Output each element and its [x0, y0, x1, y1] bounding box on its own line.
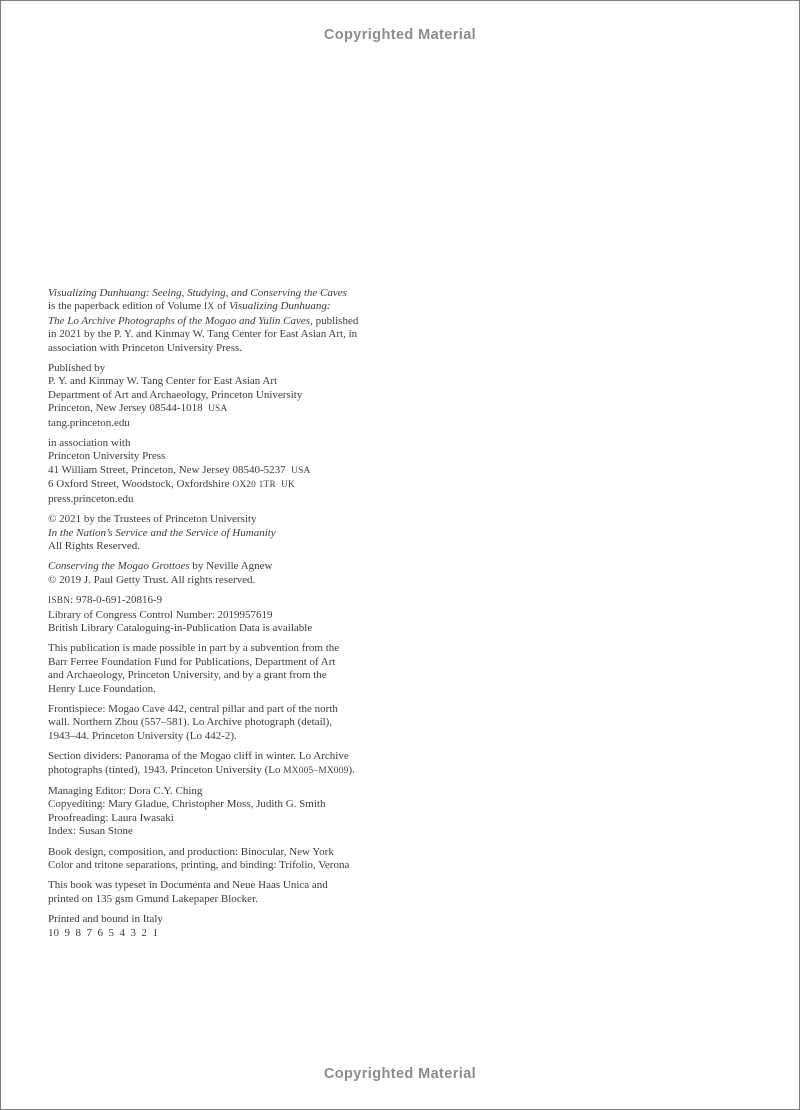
text-run: Henry Luce Foundation. — [48, 682, 156, 695]
colophon-paragraph — [48, 846, 420, 873]
text-run: © 2019 J. Paul Getty Trust. All rights reserved. — [48, 573, 256, 586]
italic-text-run: Conserving the Mogao Grottoes — [48, 560, 190, 573]
text-run: , published — [310, 314, 359, 327]
text-run: Frontispiece: Mogao Cave 442, central pillar and part of the north — [48, 702, 338, 715]
text-run: and Archaeology, Princeton University, and by a grant from the — [48, 669, 327, 682]
colophon-line — [48, 560, 420, 573]
text-run: association with Princeton University Press. — [48, 341, 243, 354]
colophon-line — [48, 315, 420, 328]
smallcaps-text-run: USA — [208, 404, 228, 415]
text-run: by Neville Agnew — [189, 560, 273, 573]
text-run: Princeton, New Jersey 08544-1018 — [48, 402, 209, 415]
smallcaps-text-run: MX005–MX009 — [283, 765, 349, 776]
colophon-line — [48, 300, 420, 314]
colophon-line — [48, 750, 420, 763]
colophon-line — [48, 464, 420, 478]
text-run: ). — [348, 763, 355, 776]
text-run: press.princeton.edu — [48, 492, 134, 505]
colophon-line — [48, 927, 420, 940]
smallcaps-text-run: USA — [291, 465, 311, 476]
colophon-paragraph — [48, 750, 420, 778]
colophon-line — [48, 493, 420, 506]
colophon-paragraph — [48, 287, 420, 355]
colophon-line — [48, 642, 420, 655]
colophon-paragraph — [48, 703, 420, 743]
text-run: is the paperback edition of Volume — [48, 300, 205, 313]
colophon-line — [48, 683, 420, 696]
colophon-line — [48, 417, 420, 430]
colophon-line — [48, 375, 420, 388]
text-run: of — [214, 300, 229, 313]
colophon-paragraph — [48, 785, 420, 839]
colophon-line — [48, 656, 420, 669]
text-run: in 2021 by the P. Y. and Kinmay W. Tang Center for East Asian Art, in — [48, 328, 358, 341]
colophon-line — [48, 478, 420, 492]
italic-text-run: Visualizing Dunhuang: — [229, 300, 331, 313]
colophon-line — [48, 764, 420, 778]
text-run: 1943–44. Princeton University (Lo 442-2). — [48, 729, 237, 742]
text-run: Department of Art and Archaeology, Princeton University — [48, 388, 303, 401]
colophon-line — [48, 859, 420, 872]
colophon-line — [48, 513, 420, 526]
colophon-paragraph — [48, 642, 420, 696]
text-run: tang.princeton.edu — [48, 416, 130, 429]
text-run: wall. Northern Zhou (557–581). Lo Archive photograph (detail), — [48, 716, 333, 729]
smallcaps-text-run: OX20 1TR UK — [232, 480, 296, 491]
colophon-line — [48, 362, 420, 375]
text-run: Color and tritone separations, printing, and binding: Trifolio, Verona — [48, 859, 350, 872]
colophon-line — [48, 913, 420, 926]
colophon-paragraph — [48, 513, 420, 553]
smallcaps-text-run: ISBN — [48, 596, 71, 607]
colophon-line — [48, 622, 420, 635]
copyrighted-material-header: Copyrighted Material — [323, 27, 477, 43]
colophon-paragraph — [48, 437, 420, 506]
colophon — [48, 287, 420, 947]
text-run: photographs (tinted), 1943. Princeton University (Lo — [48, 763, 284, 776]
text-run: Managing Editor: Dora C.Y. Ching — [48, 785, 203, 797]
copyrighted-material-footer: Copyrighted Material — [323, 1066, 477, 1082]
colophon-line — [48, 716, 420, 729]
colophon-line — [48, 703, 420, 716]
colophon-paragraph — [48, 879, 420, 906]
text-run: All Rights Reserved. — [48, 539, 140, 552]
colophon-line — [48, 389, 420, 402]
colophon-line — [48, 669, 420, 682]
colophon-line — [48, 609, 420, 622]
smallcaps-text-run: IX — [204, 302, 215, 313]
text-run: in association with — [48, 437, 131, 450]
colophon-line — [48, 527, 420, 540]
text-run: Princeton University Press — [48, 450, 166, 463]
text-run: Barr Ferree Foundation Fund for Publications, Department of Art — [48, 655, 336, 668]
colophon-paragraph — [48, 560, 420, 587]
text-run: P. Y. and Kinmay W. Tang Center for East Asian Art — [48, 375, 278, 388]
text-run: 41 William Street, Princeton, New Jersey 08540-5237 — [48, 463, 292, 476]
colophon-line — [48, 846, 420, 859]
italic-text-run: The Lo Archive Photographs of the Mogao and Yulin Caves — [48, 314, 311, 327]
colophon-line — [48, 342, 420, 355]
text-run: 10 9 8 7 6 5 4 3 2 1 — [48, 926, 158, 939]
colophon-line — [48, 798, 420, 811]
colophon-line — [48, 328, 420, 341]
colophon-line — [48, 540, 420, 553]
colophon-line — [48, 825, 420, 838]
colophon-line — [48, 785, 420, 798]
colophon-line — [48, 893, 420, 906]
text-run: Book design, composition, and production: Binocular, New York — [48, 845, 334, 858]
colophon-line — [48, 812, 420, 825]
colophon-line — [48, 879, 420, 892]
text-run: This book was typeset in Documenta and Neue Haas Unica and — [48, 879, 328, 892]
colophon-line — [48, 287, 420, 300]
colophon-line — [48, 450, 420, 463]
text-run: Copyediting: Mary Gladue, Christopher Moss, Judith G. Smith — [48, 798, 326, 811]
text-run: Published by — [48, 362, 106, 375]
colophon-line — [48, 437, 420, 450]
text-run: This publication is made possible in part by a subvention from the — [48, 642, 340, 655]
text-run: : 978-0-691-20816-9 — [70, 594, 163, 607]
text-run: Proofreading: Laura Iwasaki — [48, 811, 174, 824]
colophon-line — [48, 594, 420, 608]
colophon-paragraph — [48, 913, 420, 940]
text-run: Index: Susan Stone — [48, 825, 133, 838]
colophon-line — [48, 402, 420, 416]
colophon-line — [48, 730, 420, 743]
text-run: 6 Oxford Street, Woodstock, Oxfordshire — [48, 478, 233, 491]
text-run: British Library Cataloguing-in-Publication Data is available — [48, 621, 313, 634]
italic-text-run: Visualizing Dunhuang: Seeing, Studying, and Conserving the Caves — [48, 287, 347, 299]
colophon-paragraph — [48, 362, 420, 430]
text-run: Printed and bound in Italy — [48, 913, 163, 926]
text-run: printed on 135 gsm Gmund Lakepaper Blocker. — [48, 892, 258, 905]
italic-text-run: In the Nation’s Service and the Service of Humanity — [48, 526, 276, 539]
text-run: Section dividers: Panorama of the Mogao cliff in winter. Lo Archive — [48, 750, 349, 763]
colophon-paragraph — [48, 594, 420, 635]
text-run: © 2021 by the Trustees of Princeton University — [48, 513, 257, 526]
text-run: Library of Congress Control Number: 2019957619 — [48, 608, 273, 621]
colophon-line — [48, 574, 420, 587]
